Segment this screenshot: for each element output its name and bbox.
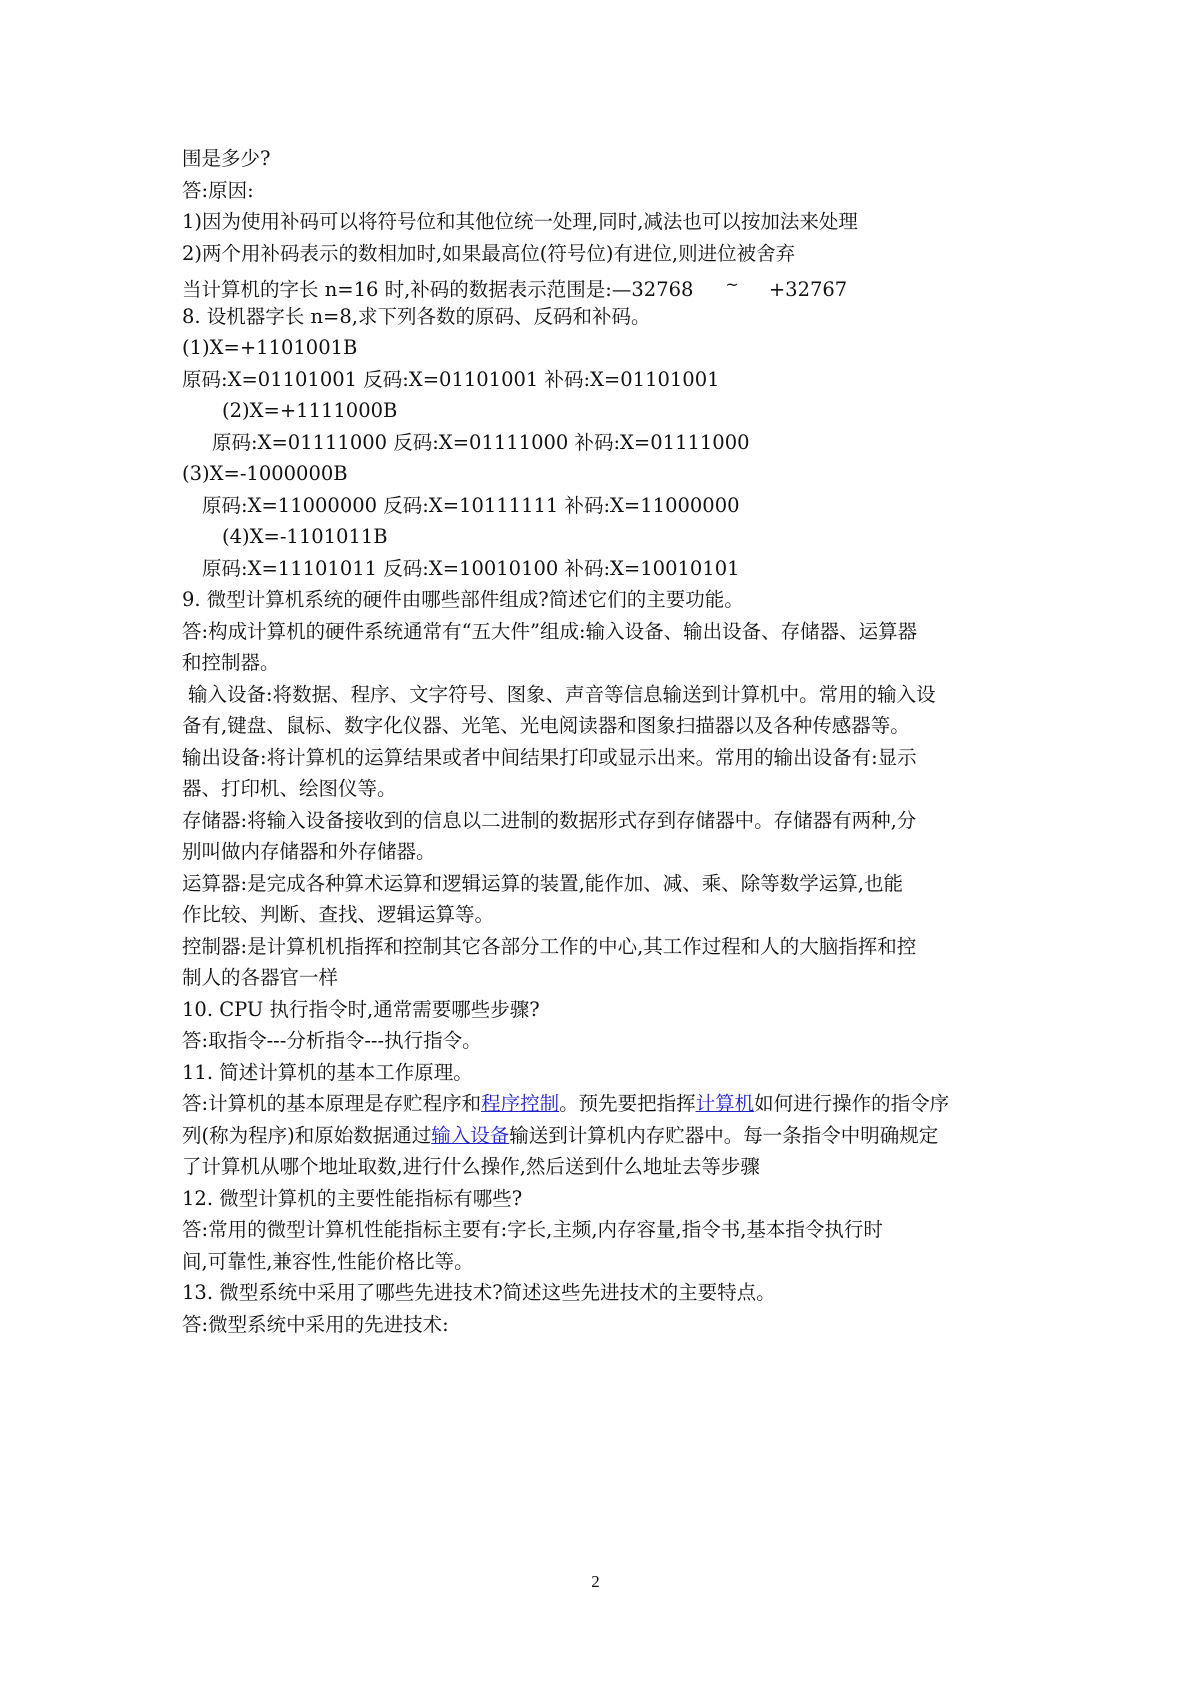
text-line — [182, 679, 1022, 711]
text-span: 列(称为程序)和原始数据通过 — [182, 1123, 432, 1147]
range-text: 当计算机的字长 n=16 时,补码的数据表示范围是:—32768 — [182, 278, 694, 301]
text-line: 1)因为使用补码可以将符号位和其他位统一处理,同时,减法也可以按加法来处理 — [182, 210, 858, 233]
text-span: 输送到计算机内存贮器中。每一条指令中明确规定 — [509, 1123, 939, 1147]
text-line — [182, 931, 1022, 963]
question-heading: 8. 设机器字长 n=8,求下列各数的原码、反码和补码。 — [182, 304, 651, 328]
text-line: 原码:X=11000000 反码:X=10111111 补码:X=11000000 — [202, 493, 740, 517]
term-desc: 是计算机机指挥和控制其它各部分工作的中心,其工作过程和人的大脑指挥和控 — [247, 934, 917, 958]
text-line — [182, 868, 1022, 900]
question-heading: 10. CPU 执行指令时,通常需要哪些步骤? — [182, 997, 540, 1021]
term-label: 运算器: — [182, 871, 248, 895]
text-line: (1)X=+1101001B — [182, 336, 358, 359]
page-body — [182, 143, 1022, 1340]
text-line — [182, 269, 1022, 301]
question-heading: 9. 微型计算机系统的硬件由哪些部件组成?简述它们的主要功能。 — [182, 588, 744, 611]
term-desc: 将计算机的运算结果或者中间结果打印或显示出来。常用的输出设备有:显示 — [266, 745, 917, 769]
text-span: 如何进行操作的指令序 — [754, 1092, 950, 1115]
question-heading: 12. 微型计算机的主要性能指标有哪些? — [182, 1186, 523, 1210]
text-span: 答:计算机的基本原理是存贮程序和 — [182, 1092, 482, 1115]
text-line: 原码:X=01101001 反码:X=01101001 补码:X=01101001 — [182, 367, 720, 391]
text-line: (4)X=-1101011B — [222, 525, 388, 548]
text-line: 答:构成计算机的硬件系统通常有“五大件”组成:输入设备、输出设备、存储器、运算器 — [182, 619, 918, 643]
tilde-symbol: ~ — [725, 275, 739, 294]
text-line: (3)X=-1000000B — [182, 462, 348, 485]
term-desc: 将数据、程序、文字符号、图象、声音等信息输送到计算机中。常用的输入设 — [272, 682, 936, 706]
question-heading: 11. 简述计算机的基本工作原理。 — [182, 1060, 473, 1084]
text-line — [182, 1088, 1022, 1120]
link-program-control[interactable]: 程序控制 — [481, 1092, 560, 1115]
term-label: 输出设备: — [182, 745, 267, 769]
text-line: 制人的各器官一样 — [182, 966, 339, 989]
text-line — [182, 805, 1022, 837]
text-line: 答:常用的微型计算机性能指标主要有:字长,主频,内存容量,指令书,基本指令执行时 — [182, 1218, 883, 1241]
text-line: 答:微型系统中采用的先进技术: — [182, 1312, 449, 1336]
text-line: 答:取指令---分析指令---执行指令。 — [182, 1029, 482, 1052]
text-line: 器、打印机、绘图仪等。 — [182, 777, 397, 800]
term-desc: 是完成各种算术运算和逻辑运算的装置,能作加、减、乘、除等数学运算,也能 — [247, 871, 903, 895]
text-line — [182, 1120, 1022, 1152]
text-line: 围是多少? — [182, 147, 271, 170]
term-label: 输入设备: — [188, 682, 273, 706]
text-line: 别叫做内存储器和外存储器。 — [182, 840, 436, 863]
link-computer[interactable]: 计算机 — [695, 1092, 755, 1115]
text-line: 间,可靠性,兼容性,性能价格比等。 — [182, 1249, 474, 1273]
term-label: 存储器: — [182, 808, 248, 832]
text-line: 备有,键盘、鼠标、数字化仪器、光笔、光电阅读器和图象扫描器以及各种传感器等。 — [182, 714, 910, 737]
page-number: 2 — [591, 1572, 600, 1591]
text-line: (2)X=+1111000B — [222, 399, 398, 422]
text-line: 原码:X=01111000 反码:X=01111000 补码:X=01111000 — [212, 430, 750, 454]
text-line: 答:原因: — [182, 178, 254, 202]
text-line — [182, 742, 1022, 774]
link-input-device[interactable]: 输入设备 — [431, 1123, 510, 1147]
text-span: 。预先要把指挥 — [559, 1092, 696, 1115]
question-heading: 13. 微型系统中采用了哪些先进技术?简述这些先进技术的主要特点。 — [182, 1281, 776, 1304]
term-label: 控制器: — [182, 934, 248, 958]
text-line: 2)两个用补码表示的数相加时,如果最高位(符号位)有进位,则进位被舍弃 — [182, 241, 796, 265]
range-max: +32767 — [768, 278, 848, 301]
text-line: 原码:X=11101011 反码:X=10010100 补码:X=10010101 — [202, 556, 740, 580]
text-line: 和控制器。 — [182, 651, 280, 674]
text-line: 作比较、判断、查找、逻辑运算等。 — [182, 903, 495, 926]
term-desc: 将输入设备接收到的信息以二进制的数据形式存到存储器中。存储器有两种,分 — [247, 808, 917, 832]
text-line: 了计算机从哪个地址取数,进行什么操作,然后送到什么地址去等步骤 — [182, 1155, 760, 1178]
